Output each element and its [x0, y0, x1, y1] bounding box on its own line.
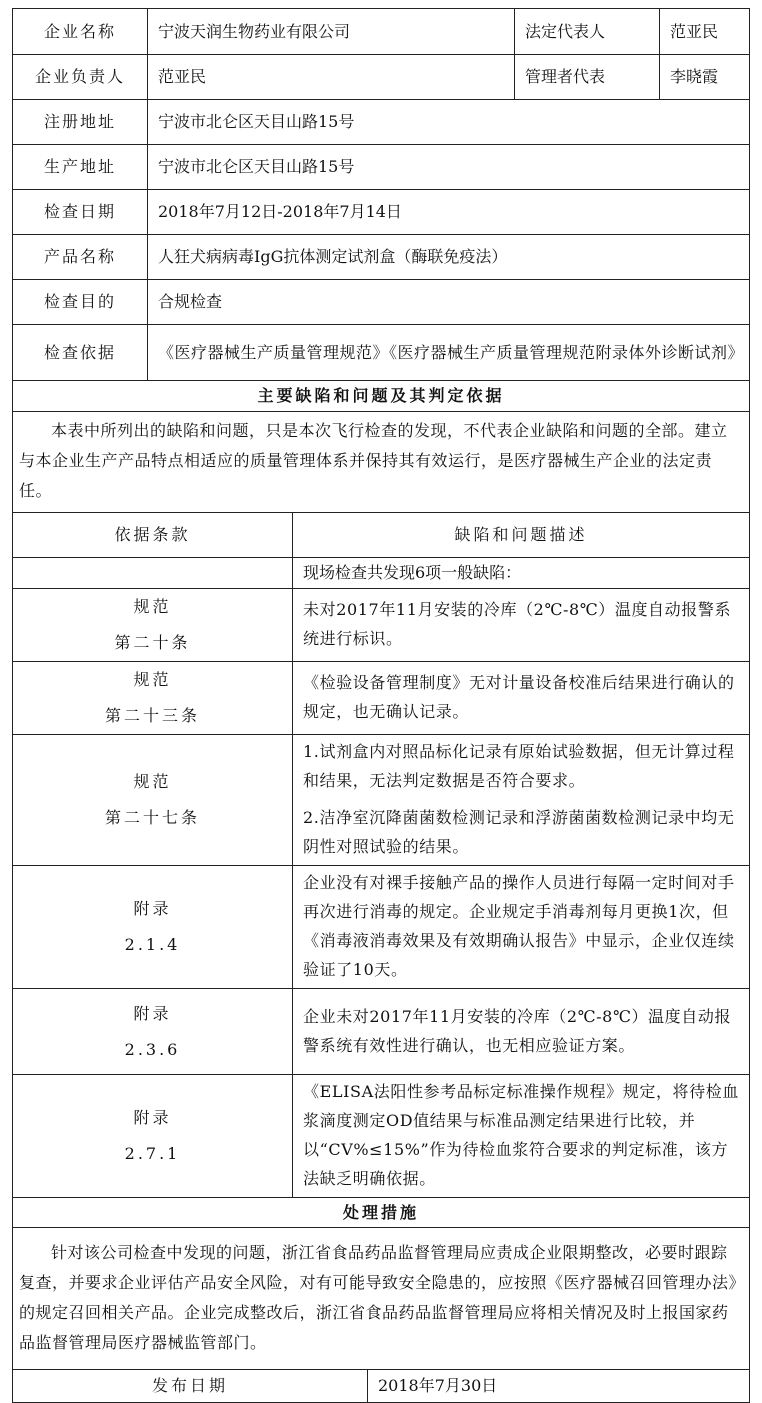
defect-basis-type: 规范: [133, 772, 172, 791]
defect-row: [13, 735, 750, 866]
company-name-label: 企业名称: [13, 9, 148, 55]
defect-description: 企业未对2017年11月安装的冷库（2℃-8℃）温度自动报警系统有效性进行确认，也无相应验证方案。: [303, 1006, 732, 1055]
defect-description: 1.试剂盒内对照品标化记录有原始试验数据，但无计算过程和结果，无法判定数据是否符合要求。: [303, 742, 735, 790]
mgmt-rep-label: 管理者代表: [515, 55, 660, 100]
defect-row: [13, 589, 750, 662]
defect-row: [13, 662, 750, 735]
defect-description: 未对2017年11月安装的冷库（2℃-8℃）温度自动报警系统进行标识。: [303, 600, 732, 648]
inspection-date-value: 2018年7月12日-2018年7月14日: [148, 190, 750, 235]
defects-intro: 本表中所列出的缺陷和问题，只是本次飞行检查的发现，不代表企业缺陷和问题的全部。建立与本企业生产产品特点相适应的质量管理体系并保持其有效运行，是医疗器械生产企业的法定责任。: [13, 412, 750, 513]
defect-basis-cell: [13, 866, 293, 989]
measures-table: [12, 1197, 750, 1403]
column-header-basis: 依据条款: [13, 513, 293, 558]
defects-section-title: 主要缺陷和问题及其判定依据: [13, 381, 750, 412]
defect-basis-clause: 2.1.4: [124, 935, 181, 954]
defect-basis-cell: [13, 735, 293, 866]
release-date-label: 发布日期: [13, 1370, 368, 1403]
reg-address-value: 宁波市北仑区天目山路15号: [148, 100, 750, 145]
defect-basis-clause: 第二十三条: [104, 706, 200, 725]
defect-description-cell: [293, 589, 750, 662]
company-info-table: [12, 8, 750, 381]
inspection-date-label: 检查日期: [13, 190, 148, 235]
defect-basis-type: 规范: [133, 597, 172, 616]
reg-address-label: 注册地址: [13, 100, 148, 145]
defect-basis-cell: [13, 662, 293, 735]
defect-basis-cell: [13, 589, 293, 662]
product-name-label: 产品名称: [13, 235, 148, 280]
defect-basis-clause: 2.7.1: [124, 1144, 181, 1163]
defect-rows: [13, 589, 750, 1198]
inspection-basis-value: 《医疗器械生产质量管理规范》《医疗器械生产质量管理规范附录体外诊断试剂》: [148, 325, 750, 381]
defect-basis-type: 附录: [133, 1108, 172, 1127]
defect-description: 企业没有对裸手接触产品的操作人员进行每隔一定时间对手再次进行消毒的规定。企业规定手消毒剂每月更换1次，但《消毒液消毒效果及有效期确认报告》中显示，企业仅连续验证了10天。: [303, 873, 735, 979]
defect-description: 《ELISA法阳性参考品标定标准操作规程》规定，将待检血浆滴度测定OD值结果与标准品测定结果进行比较，并以“CV%≤15%”作为待检血浆符合要求的判定标准，该方法缺乏明确依据。: [303, 1082, 739, 1188]
defect-description-cell: [293, 735, 750, 866]
company-name-value: 宁波天润生物药业有限公司: [148, 9, 515, 55]
defect-basis-clause: 第二十条: [114, 633, 191, 652]
defect-description-cell: [293, 989, 750, 1075]
principal-value: 范亚民: [148, 55, 515, 100]
defect-row: [13, 866, 750, 989]
legal-rep-value: 范亚民: [660, 9, 750, 55]
defect-basis-cell: [13, 1075, 293, 1198]
measures-text: 针对该公司检查中发现的问题，浙江省食品药品监督管理局应责成企业限期整改，必要时跟踪复查，并要求企业评估产品安全风险，对有可能导致安全隐患的，应按照《医疗器械召回管理办法》的规定召回相关产品。企业完成整改后，浙江省食品药品监督管理局应将相关情况及时上报国家药品监督管理局医疗器械监管部门。: [13, 1228, 750, 1370]
prod-address-value: 宁波市北仑区天目山路15号: [148, 145, 750, 190]
defect-description-cell: [293, 866, 750, 989]
measures-section-title: 处理措施: [13, 1198, 750, 1228]
column-header-description: 缺陷和问题描述: [293, 513, 750, 558]
summary-basis-cell: [13, 558, 293, 589]
defect-description-cell: [293, 1075, 750, 1198]
defect-basis-type: 规范: [133, 670, 172, 689]
defect-description: 《检验设备管理制度》无对计量设备校准后结果进行确认的规定，也无确认记录。: [303, 673, 735, 721]
defect-summary: 现场检查共发现6项一般缺陷：: [293, 558, 750, 589]
inspection-basis-label: 检查依据: [13, 325, 148, 381]
legal-rep-label: 法定代表人: [515, 9, 660, 55]
inspection-report: [12, 8, 749, 1403]
product-name-value: 人狂犬病病毒IgG抗体测定试剂盒（酶联免疫法）: [148, 235, 750, 280]
defects-table: [12, 380, 750, 1198]
defect-basis-clause: 2.3.6: [124, 1039, 181, 1059]
defect-basis-clause: 第二十七条: [104, 808, 200, 827]
release-date-value: 2018年7月30日: [368, 1370, 750, 1403]
inspection-purpose-label: 检查目的: [13, 280, 148, 325]
defect-description-cell: [293, 662, 750, 735]
inspection-purpose-value: 合规检查: [148, 280, 750, 325]
defect-basis-type: 附录: [133, 1003, 172, 1023]
defect-row: [13, 989, 750, 1075]
prod-address-label: 生产地址: [13, 145, 148, 190]
defect-basis-cell: [13, 989, 293, 1075]
defect-description: 2.洁净室沉降菌菌数检测记录和浮游菌菌数检测记录中均无阴性对照试验的结果。: [303, 808, 735, 856]
principal-label: 企业负责人: [13, 55, 148, 100]
defect-row: [13, 1075, 750, 1198]
mgmt-rep-value: 李晓霞: [660, 55, 750, 100]
defect-basis-type: 附录: [133, 899, 172, 918]
